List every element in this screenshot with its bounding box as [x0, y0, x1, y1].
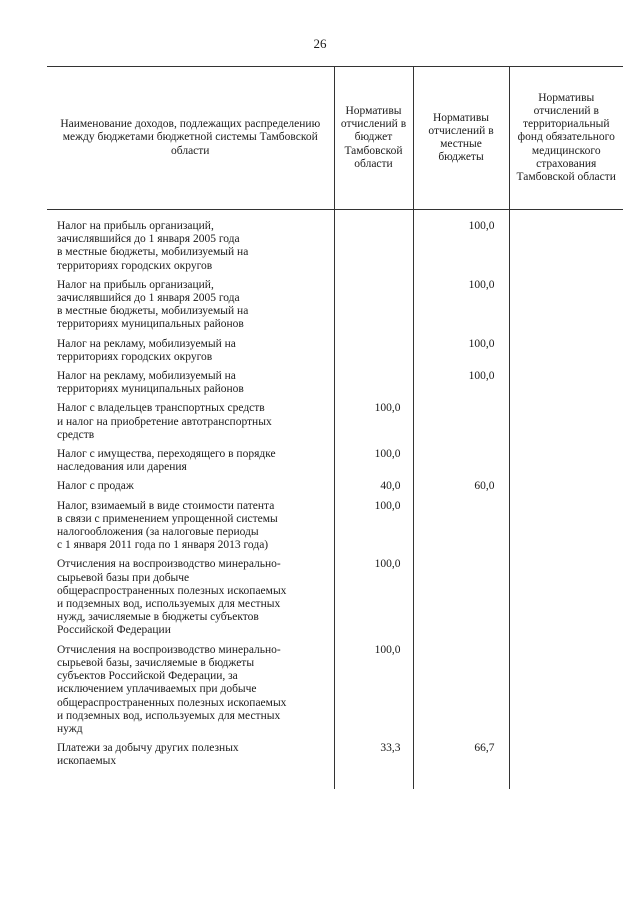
- regional-budget-norm-cell: 33,3: [334, 742, 413, 774]
- local-budgets-norm-cell: [413, 448, 509, 480]
- income-name-cell: [47, 338, 334, 370]
- income-name-cell: [47, 742, 334, 774]
- income-name-line: общераспространенных полезных ископаемых: [57, 696, 287, 709]
- medical-fund-norm-cell: [509, 742, 623, 774]
- medical-fund-norm-cell: [509, 558, 623, 643]
- income-name-line: сырьевой базы, зачисляемые в бюджеты: [57, 656, 255, 669]
- income-name-line: Налог с владельцев транспортных средств: [57, 402, 265, 415]
- table-bottom-spacer-row: [47, 775, 623, 789]
- income-name-line: территориях муниципальных районов: [57, 318, 244, 331]
- medical-fund-norm-cell: [509, 279, 623, 338]
- distribution-norms-table: [47, 66, 623, 789]
- income-name-cell: [47, 220, 334, 279]
- income-name-line: Налог с продаж: [57, 480, 134, 493]
- regional-budget-norm-cell: 100,0: [334, 448, 413, 480]
- income-name-line: Платежи за добычу других полезных: [57, 742, 239, 755]
- table-row: [47, 500, 623, 559]
- medical-fund-norm-cell: [509, 402, 623, 448]
- regional-budget-norm-cell: 100,0: [334, 644, 413, 742]
- income-name-cell: [47, 480, 334, 499]
- local-budgets-norm-cell: [413, 644, 509, 742]
- income-name-cell: [47, 558, 334, 643]
- local-budgets-norm-cell: [413, 500, 509, 559]
- income-name-line: наследования или дарения: [57, 461, 187, 474]
- table-row: [47, 220, 623, 279]
- local-budgets-norm-cell: 100,0: [413, 338, 509, 370]
- income-name-line: Отчисления на воспроизводство минерально-: [57, 643, 281, 656]
- income-name-line: территориях городских округов: [57, 259, 213, 272]
- table-body: [47, 210, 623, 789]
- local-budgets-norm-cell: [413, 402, 509, 448]
- income-name-line: Налог, взимаемый в виде стоимости патента: [57, 499, 275, 512]
- income-name-line: и подземных вод, используемых для местных: [57, 709, 281, 722]
- income-name-cell: [47, 402, 334, 448]
- income-name-line: Налог на рекламу, мобилизуемый на: [57, 337, 236, 350]
- header-medical-insurance-fund-norm: Нормативы отчислений в территориальный фонд обязательного медицинского страхования Тамбовской области: [509, 67, 623, 210]
- income-name-line: общераспространенных полезных ископаемых: [57, 584, 287, 597]
- table-row: [47, 402, 623, 448]
- regional-budget-norm-cell: 100,0: [334, 500, 413, 559]
- income-name-cell: [47, 644, 334, 742]
- table-header: [47, 67, 623, 210]
- regional-budget-norm-cell: [334, 220, 413, 279]
- income-name-line: Налог на прибыль организаций,: [57, 278, 214, 291]
- income-name-line: Налог на рекламу, мобилизуемый на: [57, 370, 236, 383]
- table-spacer-row: [47, 210, 623, 221]
- header-regional-budget-norm: Нормативы отчислений в бюджет Тамбовской области: [334, 67, 413, 210]
- income-name-line: средств: [57, 428, 95, 441]
- income-name-line: нужд: [57, 722, 83, 735]
- income-name-line: территориях муниципальных районов: [57, 383, 244, 396]
- income-name-line: нужд, зачисляемые в бюджеты субъектов: [57, 611, 259, 624]
- medical-fund-norm-cell: [509, 370, 623, 402]
- local-budgets-norm-cell: 60,0: [413, 480, 509, 499]
- table-row: [47, 448, 623, 480]
- income-name-line: Налог на прибыль организаций,: [57, 220, 214, 232]
- income-name-line: сырьевой базы при добыче: [57, 571, 190, 584]
- header-income-name: Наименование доходов, подлежащих распределению между бюджетами бюджетной системы Тамбовской области: [47, 67, 334, 210]
- income-name-line: и налог на приобретение автотранспортных: [57, 415, 272, 428]
- local-budgets-norm-cell: 100,0: [413, 279, 509, 338]
- medical-fund-norm-cell: [509, 338, 623, 370]
- regional-budget-norm-cell: 100,0: [334, 402, 413, 448]
- income-name-line: территориях городских округов: [57, 350, 213, 363]
- income-name-cell: [47, 279, 334, 338]
- table-row: [47, 742, 623, 774]
- income-name-line: в связи с применением упрощенной системы: [57, 512, 278, 525]
- income-name-line: Налог с имущества, переходящего в порядке: [57, 448, 276, 461]
- table-row: [47, 480, 623, 499]
- income-name-line: исключением уплачиваемых при добыче: [57, 683, 257, 696]
- income-name-line: зачислявшийся до 1 января 2005 года: [57, 233, 240, 246]
- local-budgets-norm-cell: 66,7: [413, 742, 509, 774]
- table-row: [47, 279, 623, 338]
- medical-fund-norm-cell: [509, 500, 623, 559]
- local-budgets-norm-cell: 100,0: [413, 220, 509, 279]
- regional-budget-norm-cell: [334, 338, 413, 370]
- table-row: [47, 370, 623, 402]
- income-name-cell: [47, 370, 334, 402]
- medical-fund-norm-cell: [509, 644, 623, 742]
- medical-fund-norm-cell: [509, 480, 623, 499]
- income-name-line: и подземных вод, используемых для местных: [57, 598, 281, 611]
- local-budgets-norm-cell: 100,0: [413, 370, 509, 402]
- page-number: 26: [313, 36, 327, 51]
- header-local-budgets-norm: Нормативы отчислений в местные бюджеты: [413, 67, 509, 210]
- income-name-line: в местные бюджеты, мобилизуемый на: [57, 246, 249, 259]
- income-name-line: Отчисления на воспроизводство минерально-: [57, 558, 281, 571]
- income-name-line: ископаемых: [57, 755, 117, 768]
- regional-budget-norm-cell: [334, 279, 413, 338]
- table-row: [47, 558, 623, 643]
- income-name-cell: [47, 448, 334, 480]
- medical-fund-norm-cell: [509, 448, 623, 480]
- income-name-line: налогообложения (за налоговые периоды: [57, 526, 259, 539]
- income-name-cell: [47, 500, 334, 559]
- income-name-line: Российской Федерации: [57, 624, 171, 637]
- income-name-line: зачислявшийся до 1 января 2005 года: [57, 292, 240, 305]
- income-name-line: с 1 января 2011 года по 1 января 2013 года): [57, 539, 269, 552]
- regional-budget-norm-cell: 40,0: [334, 480, 413, 499]
- table-row: [47, 338, 623, 370]
- medical-fund-norm-cell: [509, 220, 623, 279]
- regional-budget-norm-cell: [334, 370, 413, 402]
- regional-budget-norm-cell: 100,0: [334, 558, 413, 643]
- local-budgets-norm-cell: [413, 558, 509, 643]
- income-name-line: субъектов Российской Федерации, за: [57, 670, 238, 683]
- income-name-line: в местные бюджеты, мобилизуемый на: [57, 305, 249, 318]
- table-row: [47, 644, 623, 742]
